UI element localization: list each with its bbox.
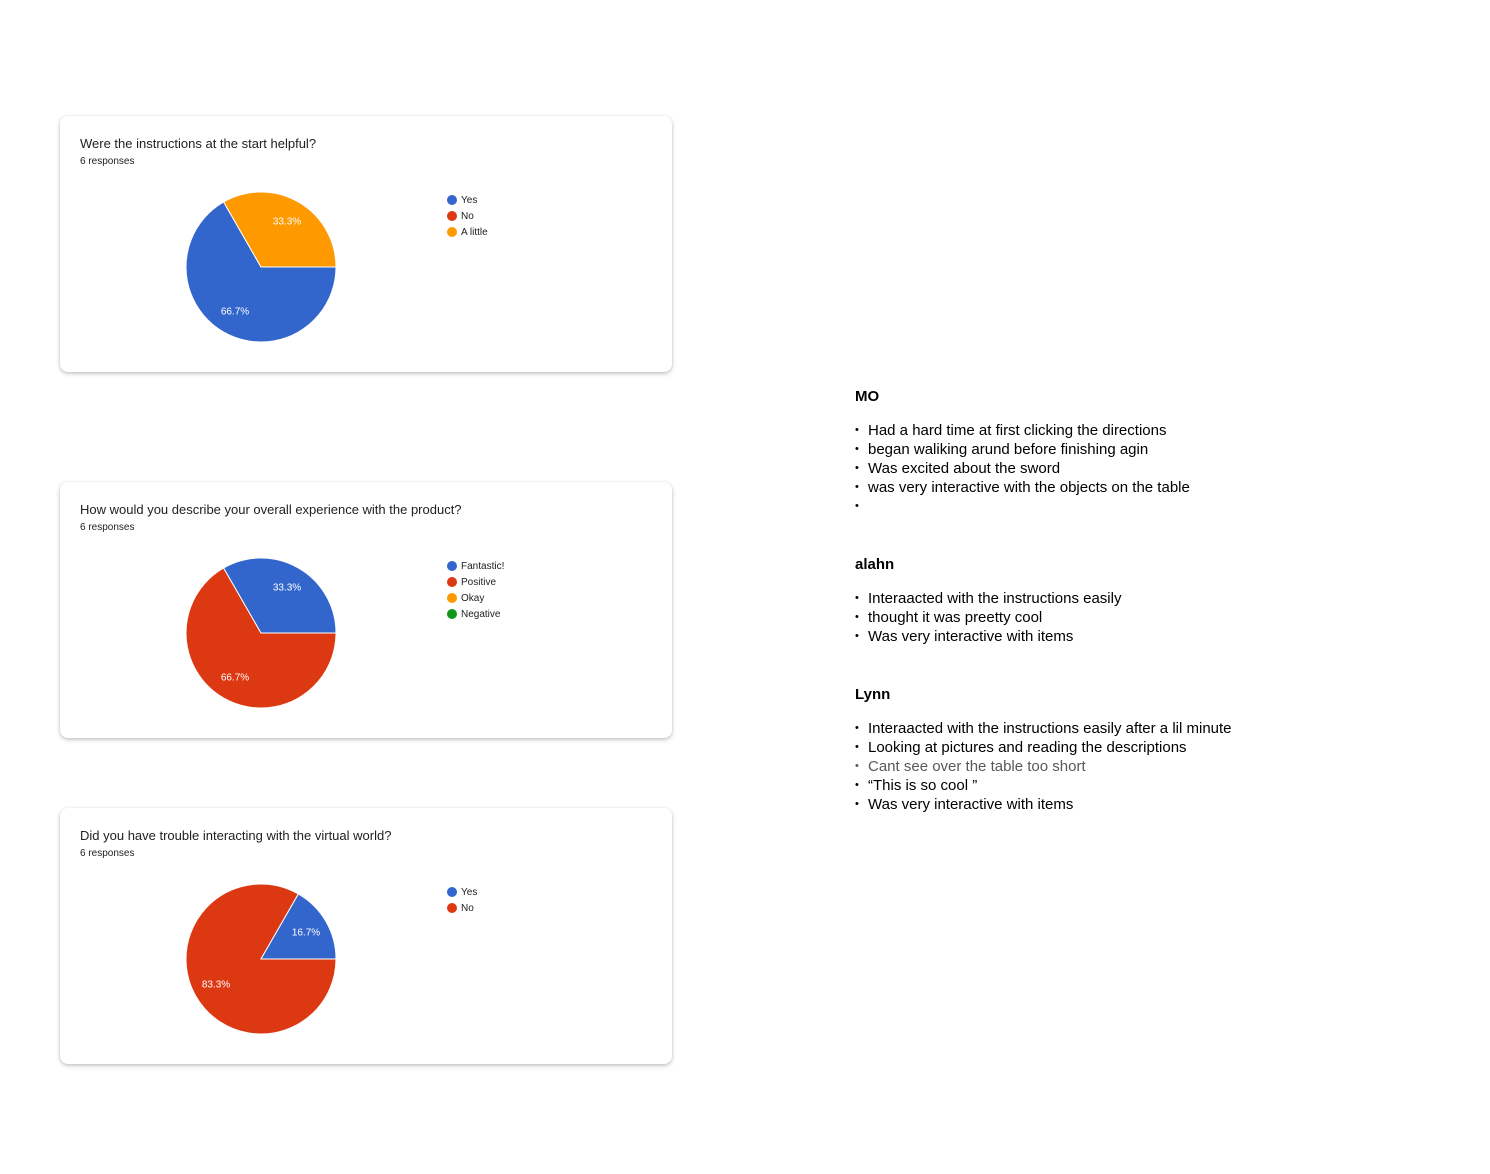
pie-data-label: 83.3%	[201, 979, 231, 991]
list-item: • Was excited about the sword	[855, 459, 1455, 478]
chart-title: How would you describe your overall experience with the product?	[80, 502, 462, 517]
list-item: • Was very interactive with items	[855, 795, 1455, 814]
chart-legend	[447, 192, 488, 240]
pie-chart	[180, 878, 342, 1040]
legend-dot	[447, 195, 457, 205]
notes-mo	[855, 387, 1455, 516]
legend-dot	[447, 609, 457, 619]
chart-card-experience	[60, 482, 672, 738]
pie-data-label: 33.3%	[272, 582, 302, 594]
list-item: • thought it was preetty cool	[855, 608, 1455, 627]
list-item	[855, 497, 1455, 516]
chart-legend	[447, 884, 477, 916]
legend-item-yes: Yes	[447, 884, 477, 900]
chart-title: Were the instructions at the start helpful?	[80, 136, 317, 151]
notes-alahn	[855, 555, 1455, 646]
list-item: • began waliking arund before finishing agin	[855, 440, 1455, 459]
chart-card-instructions	[60, 116, 672, 372]
list-item: • Looking at pictures and reading the descriptions	[855, 738, 1455, 757]
response-count: 6 responses	[80, 156, 135, 167]
legend-item-negative: Negative	[447, 606, 504, 622]
pie-data-label: 66.7%	[220, 672, 250, 684]
list-item: • Had a hard time at first clicking the directions	[855, 421, 1455, 440]
participant-name: alahn	[855, 556, 895, 573]
observation-list	[855, 589, 1455, 646]
legend-item-fantastic: Fantastic!	[447, 558, 504, 574]
pie-data-label: 33.3%	[272, 216, 302, 228]
legend-dot	[447, 211, 457, 221]
legend-dot	[447, 593, 457, 603]
response-count: 6 responses	[80, 848, 135, 859]
legend-item-no: No	[447, 900, 477, 916]
list-item: • “This is so cool ”	[855, 776, 1455, 795]
observation-list	[855, 719, 1455, 814]
notes-lynn	[855, 685, 1455, 814]
legend-dot	[447, 227, 457, 237]
response-count: 6 responses	[80, 522, 135, 533]
legend-item-okay: Okay	[447, 590, 504, 606]
legend-item-no: No	[447, 208, 488, 224]
chart-title: Did you have trouble interacting with the virtual world?	[80, 828, 392, 843]
pie-chart	[180, 552, 342, 714]
participant-name: Lynn	[855, 686, 891, 703]
pie-chart	[180, 186, 342, 348]
legend-dot	[447, 561, 457, 571]
legend-item-yes: Yes	[447, 192, 488, 208]
list-item: • Interaacted with the instructions easily	[855, 589, 1455, 608]
list-item: • was very interactive with the objects on the table	[855, 478, 1455, 497]
observation-list	[855, 421, 1455, 516]
legend-item-a-little: A little	[447, 224, 488, 240]
legend-dot	[447, 577, 457, 587]
chart-card-trouble	[60, 808, 672, 1064]
legend-dot	[447, 887, 457, 897]
list-item: • Cant see over the table too short	[855, 757, 1455, 776]
legend-dot	[447, 903, 457, 913]
legend-item-positive: Positive	[447, 574, 504, 590]
list-item: • Was very interactive with items	[855, 627, 1455, 646]
participant-name: MO	[855, 388, 880, 405]
chart-legend	[447, 558, 504, 622]
pie-data-label: 16.7%	[291, 927, 321, 939]
list-item: • Interaacted with the instructions easily after a lil minute	[855, 719, 1455, 738]
pie-data-label: 66.7%	[220, 306, 250, 318]
